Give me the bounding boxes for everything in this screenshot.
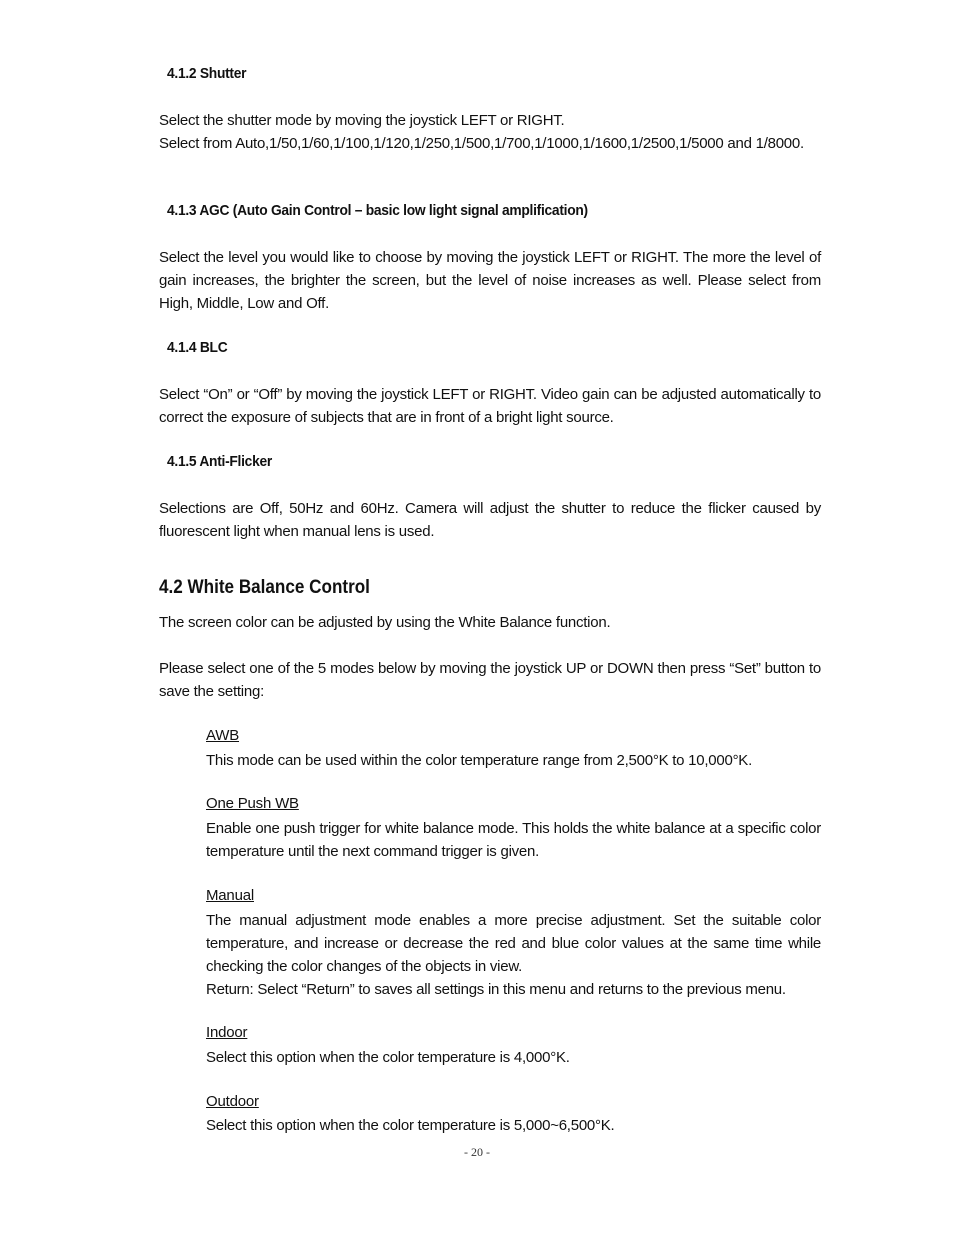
heading-anti-flicker: 4.1.5 Anti-Flicker <box>167 453 272 470</box>
mode-title-indoor: Indoor <box>206 1024 248 1041</box>
shutter-paragraph <box>159 109 821 155</box>
manual-return-note: Return: Select “Return” to saves all settings in this menu and returns to the previous menu. <box>206 981 786 998</box>
mode-title-one-push-wb: One Push WB <box>206 795 299 812</box>
white-balance-instruction: Please select one of the 5 modes below by moving the joystick UP or DOWN then press “Set” button to save the setting: <box>159 660 821 700</box>
heading-white-balance: 4.2 White Balance Control <box>159 577 370 598</box>
mode-text-one-push-wb: Enable one push trigger for white balance mode. This holds the white balance at a specific color temperature until the next command trigger is given. <box>206 820 821 860</box>
shutter-line-1: Select the shutter mode by moving the joystick LEFT or RIGHT. <box>159 112 565 129</box>
mode-title-manual: Manual <box>206 887 254 904</box>
mode-text-indoor: Select this option when the color temperature is 4,000°K. <box>206 1049 570 1066</box>
mode-title-outdoor: Outdoor <box>206 1093 259 1110</box>
heading-shutter: 4.1.2 Shutter <box>167 65 247 82</box>
manual-description: The manual adjustment mode enables a more precise adjustment. Set the suitable color temperature, and increase or decrease the red and blue color values at the same time while checking the color changes of the objects in view. <box>206 912 821 975</box>
heading-blc: 4.1.4 BLC <box>167 339 228 356</box>
mode-text-manual <box>206 909 821 1001</box>
heading-agc: 4.1.3 AGC (Auto Gain Control – basic low light signal amplification) <box>167 202 588 219</box>
page-number: - 20 - <box>464 1145 490 1159</box>
mode-title-awb: AWB <box>206 727 240 744</box>
anti-flicker-paragraph: Selections are Off, 50Hz and 60Hz. Camera will adjust the shutter to reduce the flicker caused by fluorescent light when manual lens is used. <box>159 500 821 540</box>
mode-text-awb: This mode can be used within the color temperature range from 2,500°K to 10,000°K. <box>206 752 752 769</box>
blc-paragraph: Select “On” or “Off” by moving the joystick LEFT or RIGHT. Video gain can be adjusted automatically to correct the exposure of subjects that are in front of a bright light source. <box>159 386 821 426</box>
agc-paragraph: Select the level you would like to choose by moving the joystick LEFT or RIGHT. The more the level of gain increases, the brighter the screen, but the level of noise increases as well. Please select from High, Middle, Low and Off. <box>159 249 821 312</box>
mode-text-outdoor: Select this option when the color temperature is 5,000~6,500°K. <box>206 1117 615 1134</box>
shutter-line-2: Select from Auto,1/50,1/60,1/100,1/120,1/250,1/500,1/700,1/1000,1/1600,1/2500,1/5000 and 1/8000. <box>159 135 804 152</box>
white-balance-intro: The screen color can be adjusted by using the White Balance function. <box>159 614 611 631</box>
